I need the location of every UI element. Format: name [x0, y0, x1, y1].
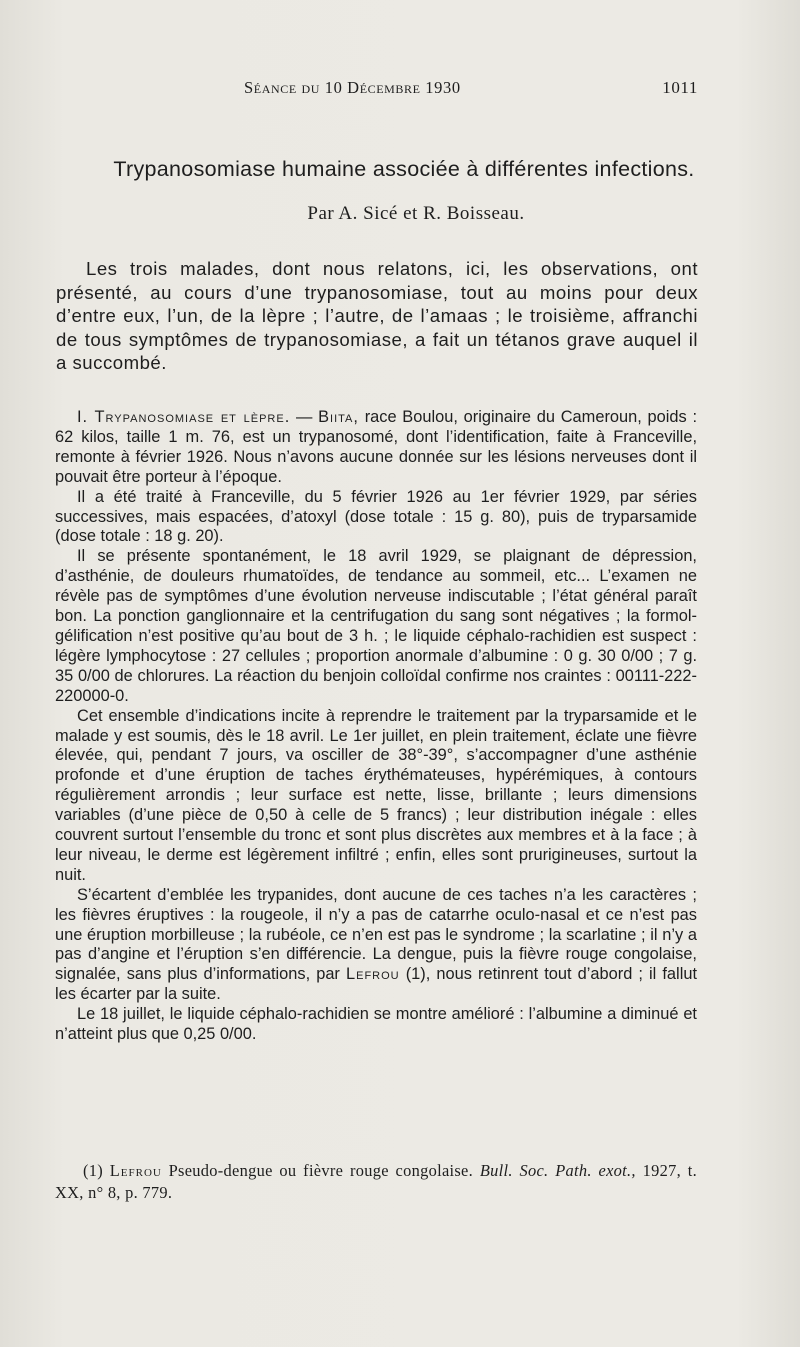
- footnote-title: Pseudo-dengue ou fièvre rouge congolaise.: [168, 1161, 474, 1180]
- footnote-author: Lefrou: [109, 1161, 162, 1180]
- patient-name: Biita,: [318, 408, 359, 426]
- article-title: Trypanosomiase humaine associée à différentes infections.: [113, 157, 695, 181]
- case-paragraph-4: Cet ensemble d’indications incite à reprendre le traitement par la tryparsamide et le malade y est soumis, dès le 18 avril. Le 1er juillet, en plein traitement, éclate une fièvre élevée, qui, pendant 7 jours, va osciller de 38°-39°, s’accompagner d’une asthénie profonde et d’une éruption de taches érythémateuses, hypérémiques, à contours régulièrement arrondis ; leur surface est nette, lisse, brillante ; leurs dimensions variables (d’une pièce de 0,50 à celle de 5 francs) ; leur distribution inégale : elles couvrent surtout l’ensemble du tronc et sont plus discrètes aux membres et à la face ; à leur niveau, le derme est légèrement infiltré ; enfin, elles sont prurigineuses, surtout la nuit.: [55, 706, 697, 884]
- case-paragraph-5-text-b: (1), nous retinrent tout d’abord ; il fallut les écarter par la suite.: [55, 965, 698, 1004]
- footnote-reference: 1927, t. XX, n° 8, p. 779.: [55, 1161, 697, 1202]
- case-paragraph-3: Il se présente spontanément, le 18 avril 1929, se plaignant de dépression, d’asthénie, de douleurs rhumatoïdes, de tendance au sommeil, etc... L’examen ne révèle pas de symptômes d’une évolution nerveuse indiscutable ; l’état général paraît bon. La ponction ganglionnaire et la centrifugation du sang sont négatives ; la formol-gélification n’est positive qu’au bout de 3 h. ; le liquide céphalo-rachidien est suspect : légère lymphocytose : 27 cellules ; proportion anormale d’albumine : 0 g. 30 0/00 ; 7 g. 35 0/00 de chlorures. La réaction du benjoin colloïdal confirme nos craintes : 00111-222-220000-0.: [55, 547, 697, 705]
- case-section: [55, 408, 697, 1045]
- cited-author: Lefrou: [346, 965, 400, 984]
- running-title: Séance du 10 Décembre 1930: [244, 78, 461, 97]
- article-byline: Par A. Sicé et R. Boisseau.: [307, 203, 525, 224]
- footnote-journal: Bull. Soc. Path. exot.,: [479, 1161, 636, 1180]
- case-paragraph-1-text: race Boulou, originaire du Cameroun, poids : 62 kilos, taille 1 m. 76, est un trypanosomé, dont l’identification, faite à Franceville, remonte à février 1926. Nous n’avons aucune donnée sur les lésions nerveuses dont il pouvait être porteur à l’époque.: [55, 408, 697, 486]
- footnote: [55, 1160, 697, 1203]
- case-paragraph-2: Il a été traité à Franceville, du 5 février 1926 au 1er février 1929, par séries successives, mais espacées, d’atoxyl (dose totale : 15 g. 80), puis de tryparsamide (dose totale : 18 g. 20).: [55, 487, 697, 546]
- page-number: 1011: [662, 78, 698, 97]
- case-paragraph-1: I. Trypanosomiase et lèpre. — Biita, race Boulou, originaire du Cameroun, poids : 62 kilos, taille 1 m. 76, est un trypanosomé, dont l’identification, faite à Franceville, remonte à février 1926. Nous n’avons aucune donnée sur les lésions nerveuses dont il pouvait être porteur à l’époque.: [55, 408, 697, 486]
- footnote-marker: (1): [83, 1161, 104, 1180]
- case-paragraph-6: Le 18 juillet, le liquide céphalo-rachidien se montre amélioré : l’albumine a diminué et n’atteint plus que 0,25 0/00.: [55, 1005, 697, 1044]
- intro-paragraph: Les trois malades, dont nous relatons, ici, les observations, ont présenté, au cours d’une trypanosomiase, tout au moins pour deux d’entre eux, l’un, de la lèpre ; l’autre, de l’amaas ; le troisième, affranchi de tous symptômes de trypanosomiase, a fait un tétanos grave auquel il a succombé.: [56, 258, 698, 374]
- case-paragraph-5-text-a: S’écartent d’emblée les trypanides, dont aucune de ces taches n’a les caractères ; les fièvres éruptives : la rougeole, il n’y a pas de catarrhe oculo-nasal et ce n’est pas une éruption morbilleuse ; la rubéole, ce n’en est pas le syndrome ; la scarlatine ; il n’y a pas d’angine et l’éruption s’en différencie. La dengue, puis la fièvre rouge congolaise, signalée, sans plus d’informations, par: [55, 885, 697, 984]
- case-heading: I. Trypanosomiase et lèpre.: [77, 408, 291, 426]
- case-paragraph-5: [55, 886, 697, 1005]
